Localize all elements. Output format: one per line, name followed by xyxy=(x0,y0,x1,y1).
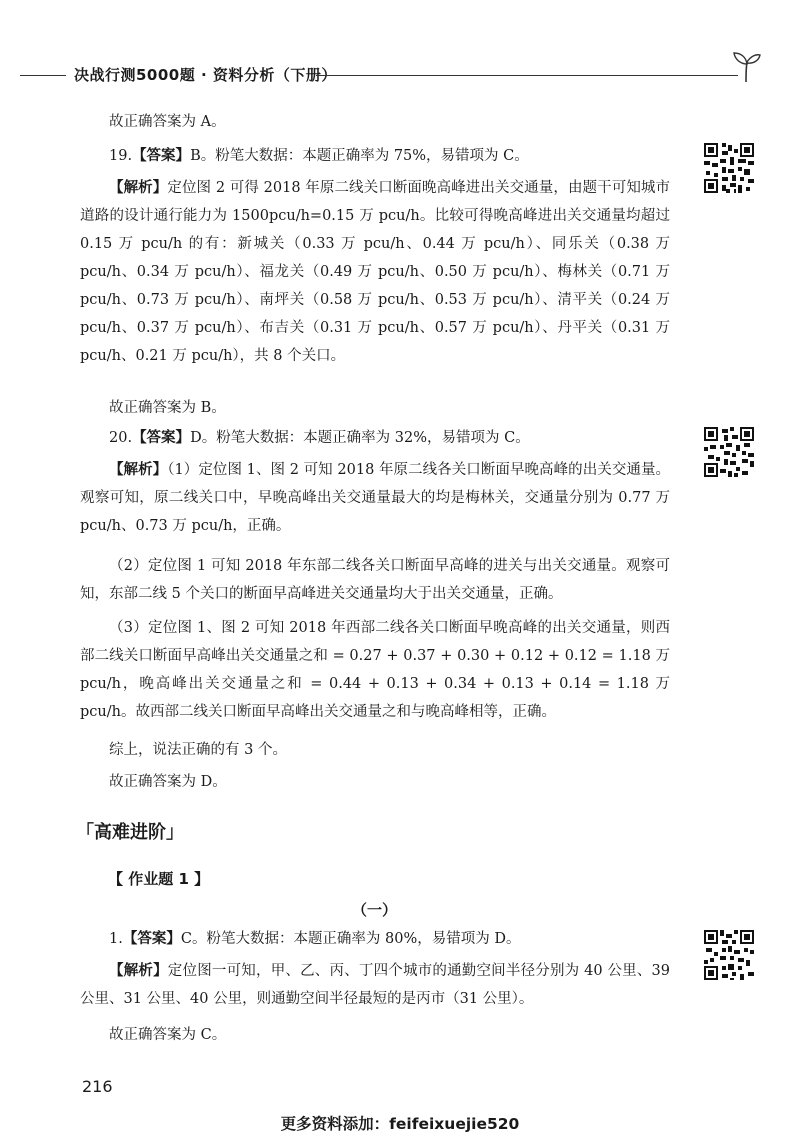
q19-conclusion: 故正确答案为 B。 xyxy=(109,400,226,416)
q19-answer xyxy=(80,142,670,170)
running-header xyxy=(0,50,800,90)
qr-code-icon[interactable] xyxy=(704,427,754,477)
section-title: 「高难进阶」 xyxy=(76,822,184,843)
q19-number: 19. xyxy=(109,148,133,164)
q20-answer-text: D。粉笔大数据：本题正确率为 32%，易错项为 C。 xyxy=(190,430,530,446)
q19-analysis-tag: 【解析】 xyxy=(109,179,168,196)
q20-number: 20. xyxy=(109,430,133,446)
q1-analysis-text: 定位图一可知，甲、乙、丙、丁四个城市的通勤空间半径分别为 40 公里、39 公里、31 公里、40 公里，则通勤空间半径最短的是丙市（31 公里）。 xyxy=(80,963,670,1007)
q20-analysis-2: （2）定位图 1 可知 2018 年东部二线各关口断面早高峰的进关与出关交通量。观察可知，东部二线 5 个关口的断面早高峰进关交通量均大于出关交通量，正确。 xyxy=(80,558,670,602)
q20-analysis-tag: 【解析】 xyxy=(109,461,168,478)
q20-analysis-3: （3）定位图 1、图 2 可知 2018 年西部二线各关口断面早晚高峰的出关交通量，则西部二线关口断面早高峰出关交通量之和 = 0.27 + 0.37 + 0.30 + 0.12 + 0.12 = 1.18 万 pcu/h，晚高峰出关交通量之和 = 0.44 + 0.13 + 0.34 + 0.13 + 0.14 = 1.18 万 pcu/h。故西部二线关口断面早高峰出关交通量之和与晚高峰相等，正确。 xyxy=(80,620,670,720)
subsection-title: 【 作业题 1 】 xyxy=(108,870,210,888)
q19-analysis-text: 定位图 2 可得 2018 年原二线关口断面晚高峰进出关交通量，由题干可知城市道路的设计通行能力为 1500pcu/h=0.15 万 pcu/h。比较可得晚高峰进出关交通量均超过 0.15 万 pcu/h 的有：新城关（0.33 万 pcu/h、0.44 万 pcu/h）、同乐关（0.38 万 pcu/h、0.34 万 pcu/h）、福龙关（0.49 万 pcu/h、0.50 万 pcu/h）、梅林关（0.71 万 pcu/h、0.73 万 pcu/h）、南坪关（0.58 万 pcu/h、0.53 万 pcu/h）、清平关（0.24 万 pcu/h、0.37 万 pcu/h）、布吉关（0.31 万 pcu/h、0.57 万 pcu/h）、丹平关（0.31 万 pcu/h、0.21 万 pcu/h），共 8 个关口。 xyxy=(80,180,671,364)
q1-answer-tag: 【答案】 xyxy=(122,930,181,947)
page-number: 216 xyxy=(82,1077,113,1096)
sprout-icon xyxy=(732,50,762,84)
q1-answer-text: C。粉笔大数据：本题正确率为 80%，易错项为 D。 xyxy=(180,931,521,947)
header-rule-left xyxy=(20,75,66,76)
q20-answer xyxy=(80,424,670,452)
q20-summary: 综上，说法正确的有 3 个。 xyxy=(109,742,287,758)
qr-code-icon[interactable] xyxy=(704,930,754,980)
q20-analysis-1 xyxy=(80,456,670,540)
book-title: 决战行测5000题 · 资料分析（下册） xyxy=(74,66,337,84)
answer-a-line: 故正确答案为 A。 xyxy=(109,114,226,130)
qr-code-icon[interactable] xyxy=(704,143,754,193)
q1-number: 1. xyxy=(109,931,123,947)
q19-analysis xyxy=(80,174,670,370)
part-label: （一） xyxy=(352,901,398,919)
q1-conclusion: 故正确答案为 C。 xyxy=(109,1027,227,1043)
q1-answer xyxy=(80,925,670,953)
q20-answer-tag: 【答案】 xyxy=(132,429,191,446)
q19-answer-text: B。粉笔大数据：本题正确率为 75%，易错项为 C。 xyxy=(190,148,529,164)
header-rule-right xyxy=(316,75,738,76)
q20-conclusion: 故正确答案为 D。 xyxy=(109,774,227,790)
q19-answer-tag: 【答案】 xyxy=(132,147,191,164)
q1-analysis-tag: 【解析】 xyxy=(109,962,168,979)
footer-note: 更多资料添加：feifeixuejie520 xyxy=(280,1115,520,1133)
q1-analysis xyxy=(80,957,670,1013)
q20-analysis-1-text: （1）定位图 1、图 2 可知 2018 年原二线各关口断面早晚高峰的出关交通量。观察可知，原二线关口中，早晚高峰出关交通量最大的均是梅林关，交通量分别为 0.77 万 pcu/h、0.73 万 pcu/h，正确。 xyxy=(80,462,670,534)
